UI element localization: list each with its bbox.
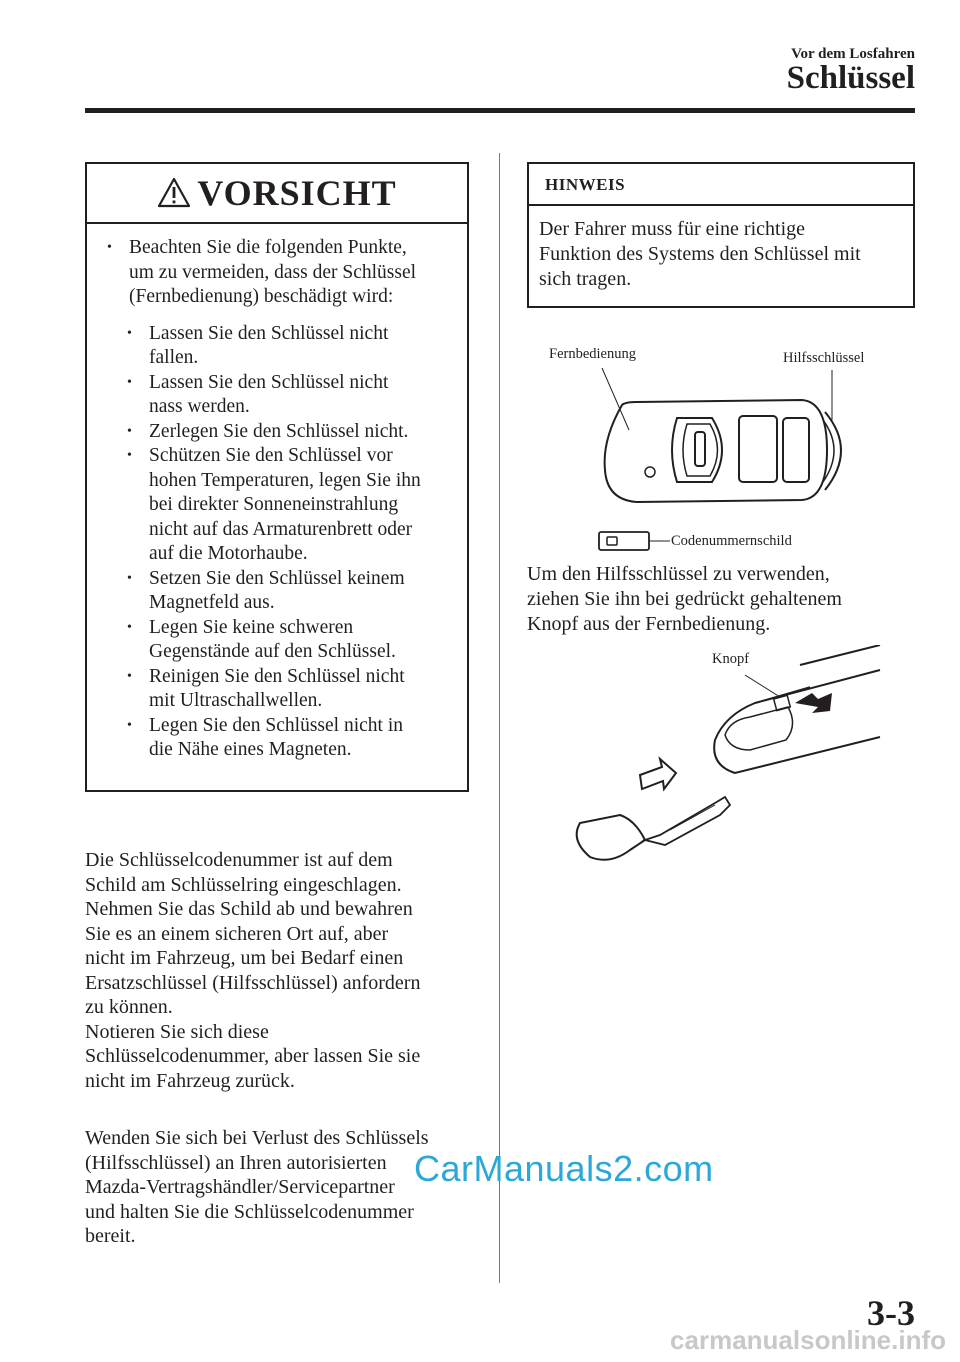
text-line: um zu vermeiden, dass der Schlüssel [129,261,417,283]
text-line: bereit. [85,1225,136,1247]
bullet-dot: • [107,240,112,255]
text-line: ziehen Sie ihn bei gedrückt gehaltenem [527,588,842,610]
text-line: Lassen Sie den Schlüssel nicht [149,322,389,344]
page-number: 3-3 [867,1293,915,1333]
text-line: fallen. [149,347,199,368]
text-line: zu können. [85,996,173,1018]
text-line: Legen Sie den Schlüssel nicht in [149,714,403,736]
text-line: Wenden Sie sich bei Verlust des Schlüssels [85,1127,429,1149]
caution-subitem [125,322,453,371]
bullet-dot: • [127,619,132,635]
caution-header [87,164,467,224]
text-line: (Hilfsschlüssel) an Ihren autorisierten [85,1151,387,1174]
text-line: Legen Sie keine schweren [149,616,354,638]
watermark-carmanualsonline: carmanualsonline.info [670,1325,946,1355]
text-line: nass werden. [149,396,250,417]
text-line: Beachten Sie die folgenden Punkte, [129,237,407,258]
text-line: nicht im Fahrzeug, um bei Bedarf einen [85,947,404,969]
figure-aux-key-removal [550,645,890,870]
text-line: Sie es an einem sicheren Ort auf, aber [85,922,389,945]
caution-box [85,162,469,792]
bullet-dot: • [127,423,132,439]
bullet-dot: • [127,668,132,684]
text-line: Setzen Sie den Schlüssel keinem [149,567,405,589]
text-line: (Fernbedienung) beschädigt wird: [129,286,394,307]
bullet-dot: • [127,325,132,341]
caution-body [87,224,467,763]
text-line: Schlüsselcodenummer, aber lassen Sie sie [85,1045,421,1067]
note-title: HINWEIS [529,164,913,206]
text-line: und halten Sie die Schlüsselcodenummer [85,1200,414,1223]
aux-key-illustration [550,645,890,870]
watermark-carmanuals2: CarManuals2.com [414,1148,714,1189]
text-line: nicht auf das Armaturenbrett oder [149,518,413,540]
text-line: Der Fahrer muss für eine richtige [539,218,806,240]
text-line: mit Ultraschallwellen. [149,690,323,711]
text-line: bei direkter Sonneneinstrahlung [149,494,399,515]
text-line: die Nähe eines Magneten. [149,739,352,760]
paragraph-key-code [85,848,475,1093]
text-line: Knopf aus der Fernbedienung. [527,613,771,635]
header-rule [85,108,915,113]
caution-subitem [125,567,453,616]
bullet-dot: • [127,570,132,586]
text-line: Um den Hilfsschlüssel zu verwenden, [527,563,830,585]
text-line: Notieren Sie sich diese [85,1020,269,1043]
caution-intro [105,236,453,310]
label-remote: Fernbedienung [549,346,636,362]
label-aux-key: Hilfsschlüssel [783,350,865,366]
text-line: hohen Temperaturen, legen Sie ihn [149,469,421,491]
figure-key-fob [527,340,915,560]
text-line: Zerlegen Sie den Schlüssel nicht. [149,420,409,442]
paragraph-aux-key [527,562,917,637]
note-box [527,162,915,308]
column-divider [499,153,500,1283]
caution-title: VORSICHT [197,173,397,213]
warning-triangle-icon [157,176,191,210]
caution-subitem [125,371,453,420]
key-fob-illustration [527,340,915,560]
text-line: Reinigen Sie den Schlüssel nicht [149,665,405,687]
caution-subitem [125,665,453,714]
text-line: Ersatzschlüssel (Hilfsschlüssel) anfordern [85,971,421,994]
bullet-dot: • [127,448,132,463]
header-section-label: Vor dem Losfahren [791,46,915,62]
label-code-plate: Codenummernschild [671,533,792,549]
header-title: Schlüssel [786,60,915,96]
label-button: Knopf [712,651,750,667]
caution-subitem [125,714,453,763]
text-line: Schild am Schlüsselring eingeschlagen. [85,873,402,896]
caution-subitems [105,322,453,763]
bullet-dot: • [127,717,132,733]
text-line: nicht im Fahrzeug zurück. [85,1069,295,1092]
text-line: Die Schlüsselcodenummer ist auf dem [85,849,393,871]
text-line: auf die Motorhaube. [149,543,308,564]
text-line: Schützen Sie den Schlüssel vor [149,445,393,466]
text-line: Lassen Sie den Schlüssel nicht [149,371,389,393]
text-line: Mazda-Vertragshändler/Servicepartner [85,1176,395,1198]
text-line: Nehmen Sie das Schild ab und bewahren [85,898,413,920]
text-line: Funktion des Systems den Schlüssel mit [539,243,861,265]
caution-subitem [125,444,453,567]
bullet-dot: • [127,374,132,390]
caution-subitem [125,616,453,665]
note-body [529,206,913,292]
caution-intro-text [129,236,416,310]
caution-subitem [125,420,453,445]
text-line: Magnetfeld aus. [149,592,275,613]
text-line: Gegenstände auf den Schlüssel. [149,641,396,662]
text-line: sich tragen. [539,268,632,290]
